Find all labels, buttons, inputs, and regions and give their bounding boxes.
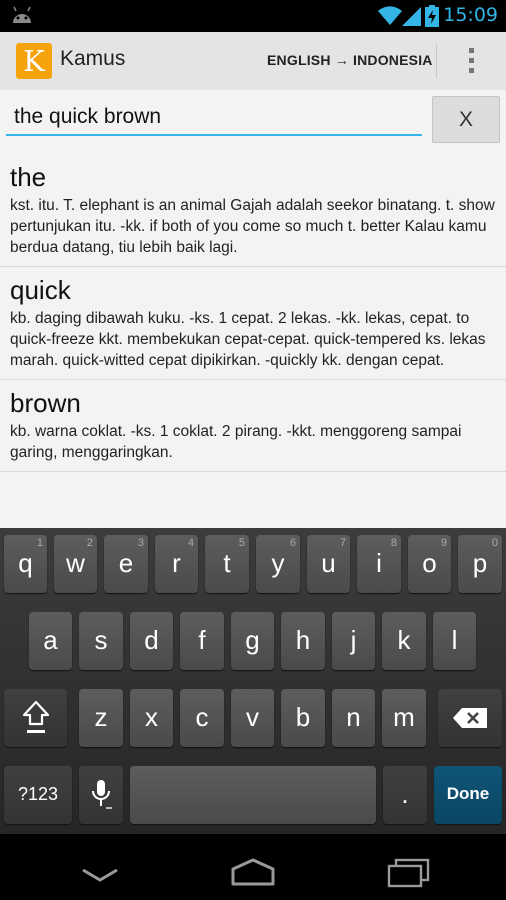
battery-charging-icon <box>425 5 439 27</box>
backspace-icon <box>452 707 488 729</box>
key-d[interactable] <box>130 612 173 670</box>
key-label: g <box>245 625 260 655</box>
key-q[interactable] <box>4 535 47 593</box>
key-label: m <box>393 702 415 732</box>
result-definition: kb. warna coklat. -ks. 1 coklat. 2 pirang. -kkt. menggoreng sampai garing, menggaringkan. <box>10 423 462 461</box>
key-label: a <box>43 625 58 655</box>
search-input[interactable] <box>6 100 422 136</box>
android-notification-icon <box>10 6 34 24</box>
result-word: brown <box>10 388 81 418</box>
key-hint: 5 <box>238 537 245 549</box>
key-hint: 0 <box>491 537 498 549</box>
overflow-menu-icon <box>469 48 474 53</box>
key-w[interactable] <box>54 535 97 593</box>
key-label: x <box>145 702 158 732</box>
space-key[interactable] <box>130 766 376 824</box>
overflow-menu-icon <box>469 68 474 73</box>
key-label: y <box>271 548 285 578</box>
key-a[interactable] <box>29 612 72 670</box>
key-hint: 2 <box>86 537 93 549</box>
key-k[interactable] <box>382 612 426 670</box>
key-x[interactable] <box>130 689 173 747</box>
key-label: b <box>295 702 311 732</box>
key-hint: 4 <box>187 537 194 549</box>
key-hint: 8 <box>390 537 397 549</box>
key-label: c <box>195 702 209 732</box>
app-logo[interactable] <box>16 43 52 79</box>
key-e[interactable] <box>104 535 148 593</box>
signal-icon <box>402 7 422 27</box>
key-s[interactable] <box>79 612 123 670</box>
key-label: z <box>94 702 108 732</box>
recent-apps-icon[interactable] <box>386 858 432 888</box>
microphone-icon <box>90 779 112 811</box>
wifi-icon <box>378 6 402 26</box>
key-hint: 3 <box>137 537 144 549</box>
key-u[interactable] <box>307 535 350 593</box>
overflow-menu-icon <box>469 58 474 63</box>
key-label: p <box>472 548 488 578</box>
key-label: h <box>295 625 311 655</box>
key-label: k <box>397 625 411 655</box>
key-label: Done <box>446 784 490 803</box>
status-clock: 15:09 <box>443 4 498 26</box>
key-g[interactable] <box>231 612 274 670</box>
key-label: . <box>401 779 409 809</box>
dictionary-content <box>0 90 506 528</box>
home-icon[interactable] <box>229 858 277 886</box>
key-r[interactable] <box>155 535 198 593</box>
key-label: i <box>376 548 382 578</box>
key-o[interactable] <box>408 535 451 593</box>
clear-button[interactable]: X <box>432 96 500 143</box>
key-hint: 1 <box>36 537 43 549</box>
results-list <box>0 154 506 472</box>
back-down-icon[interactable] <box>80 866 120 886</box>
key-label: o <box>422 548 437 578</box>
result-definition: kb. daging dibawah kuku. -ks. 1 cepat. 2 lekas. -kk. lekas, cepat. to quick-freeze kkt. membekukan cepat-cepat. quick-tempered ks. lekas marah. quick-witted cepat dipikirkan. -quickly kk. dengan cepat. <box>10 310 486 369</box>
key-hint: 6 <box>289 537 296 549</box>
key-hint: 7 <box>339 537 346 549</box>
symbols-key[interactable] <box>4 766 72 824</box>
key-l[interactable] <box>433 612 476 670</box>
shift-icon <box>21 698 51 738</box>
result-word: the <box>10 162 47 192</box>
key-m[interactable] <box>382 689 426 747</box>
result-item[interactable] <box>0 267 506 380</box>
key-label: w <box>66 548 85 578</box>
key-label: u <box>321 548 336 578</box>
app-title: Kamus <box>60 47 126 70</box>
key-b[interactable] <box>281 689 325 747</box>
key-label: q <box>18 548 33 578</box>
key-label: v <box>246 702 259 732</box>
key-label: e <box>118 548 134 578</box>
key-hint: 9 <box>440 537 447 549</box>
key-label: l <box>451 625 458 655</box>
key-label: r <box>172 548 181 578</box>
soft-keyboard <box>0 528 506 834</box>
key-n[interactable] <box>332 689 375 747</box>
period-key[interactable] <box>383 766 427 824</box>
shift-key[interactable] <box>4 689 67 747</box>
result-item[interactable] <box>0 154 506 267</box>
key-label: d <box>144 625 159 655</box>
app-logo-letter: K <box>23 44 45 78</box>
action-bar <box>0 32 506 91</box>
done-key[interactable] <box>434 766 502 824</box>
key-t[interactable] <box>205 535 249 593</box>
key-label: ?123 <box>17 784 59 804</box>
status-bar <box>0 0 506 32</box>
key-label: j <box>350 625 357 655</box>
key-z[interactable] <box>79 689 123 747</box>
key-label: f <box>198 625 206 655</box>
microphone-key[interactable] <box>79 766 123 824</box>
result-word: quick <box>10 275 71 305</box>
navigation-bar <box>0 834 506 900</box>
key-label: n <box>346 702 361 732</box>
key-p[interactable] <box>458 535 502 593</box>
overflow-menu-button[interactable] <box>456 42 488 80</box>
key-c[interactable] <box>180 689 224 747</box>
language-direction-button[interactable]: ENGLISH → INDONESIA <box>267 52 433 68</box>
key-label: t <box>223 548 231 578</box>
key-f[interactable] <box>180 612 224 670</box>
key-v[interactable] <box>231 689 274 747</box>
key-j[interactable] <box>332 612 375 670</box>
backspace-key[interactable] <box>438 689 502 747</box>
result-item[interactable] <box>0 380 506 472</box>
action-bar-divider <box>436 44 437 78</box>
key-h[interactable] <box>281 612 325 670</box>
result-definition: kst. itu. T. elephant is an animal Gajah adalah seekor binatang. t. show pertunjukan itu. -kk. if both of you come so much t. better Kalau kamu berdua datang, tiu lebih baik lagi. <box>10 197 495 256</box>
key-y[interactable] <box>256 535 300 593</box>
key-label: s <box>94 625 108 655</box>
key-i[interactable] <box>357 535 401 593</box>
